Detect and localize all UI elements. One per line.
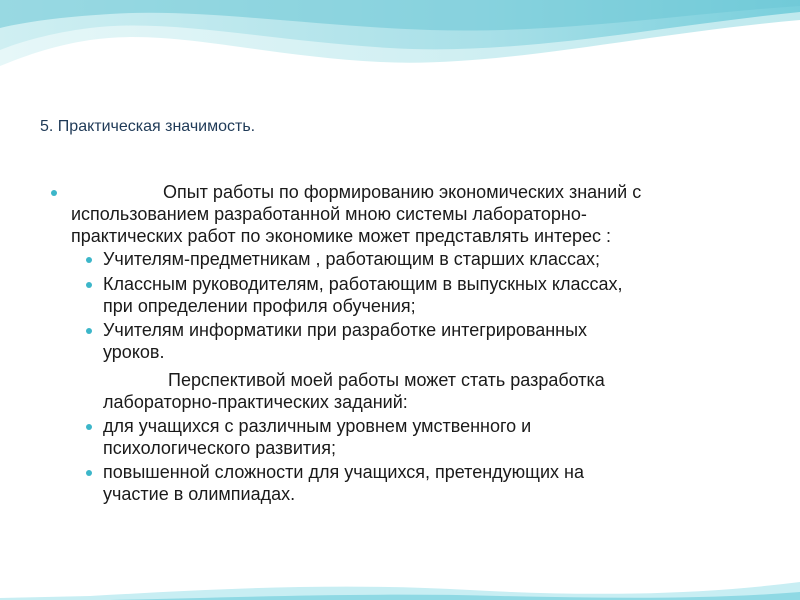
paragraph-bullet-icon bbox=[51, 190, 57, 196]
list-item-class-teachers-line-2: при определении профиля обучения; bbox=[103, 296, 416, 316]
list-bullet-icon bbox=[86, 424, 92, 430]
paragraph-2-line-2: лабораторно-практических заданий: bbox=[103, 392, 408, 412]
list-item-olympiad-line-2: участие в олимпиадах. bbox=[103, 484, 296, 504]
list-bullet-icon bbox=[86, 257, 92, 263]
paragraph-2-line-1: Перспективой моей работы может стать разработка bbox=[168, 370, 605, 390]
list-item-olympiad-line-1: повышенной сложности для учащихся, претендующих на bbox=[103, 462, 584, 482]
list-item-students-levels-line-1: для учащихся с различным уровнем умственного и bbox=[103, 416, 532, 436]
paragraph-1-line-2: использованием разработанной мною системы лабораторно- bbox=[71, 204, 587, 224]
list-bullet-icon bbox=[86, 470, 92, 476]
list-bullet-icon bbox=[86, 328, 92, 334]
paragraph-1-line-3: практических работ по экономике может представлять интерес : bbox=[71, 226, 612, 246]
list-item-informatics-line-1: Учителям информатики при разработке интегрированных bbox=[103, 320, 588, 340]
list-item-class-teachers-line-1: Классным руководителям, работающим в выпускных классах, bbox=[103, 274, 623, 294]
slide-title: 5. Практическая значимость. bbox=[40, 118, 256, 135]
list-item-teachers-subject: Учителям-предметникам , работающим в старших классах; bbox=[103, 249, 600, 269]
paragraph-1-line-1: Опыт работы по формированию экономических знаний с bbox=[163, 182, 642, 202]
list-bullet-icon bbox=[86, 282, 92, 288]
list-item-students-levels-line-2: психологического развития; bbox=[103, 438, 336, 458]
list-item-informatics-line-2: уроков. bbox=[103, 342, 165, 362]
